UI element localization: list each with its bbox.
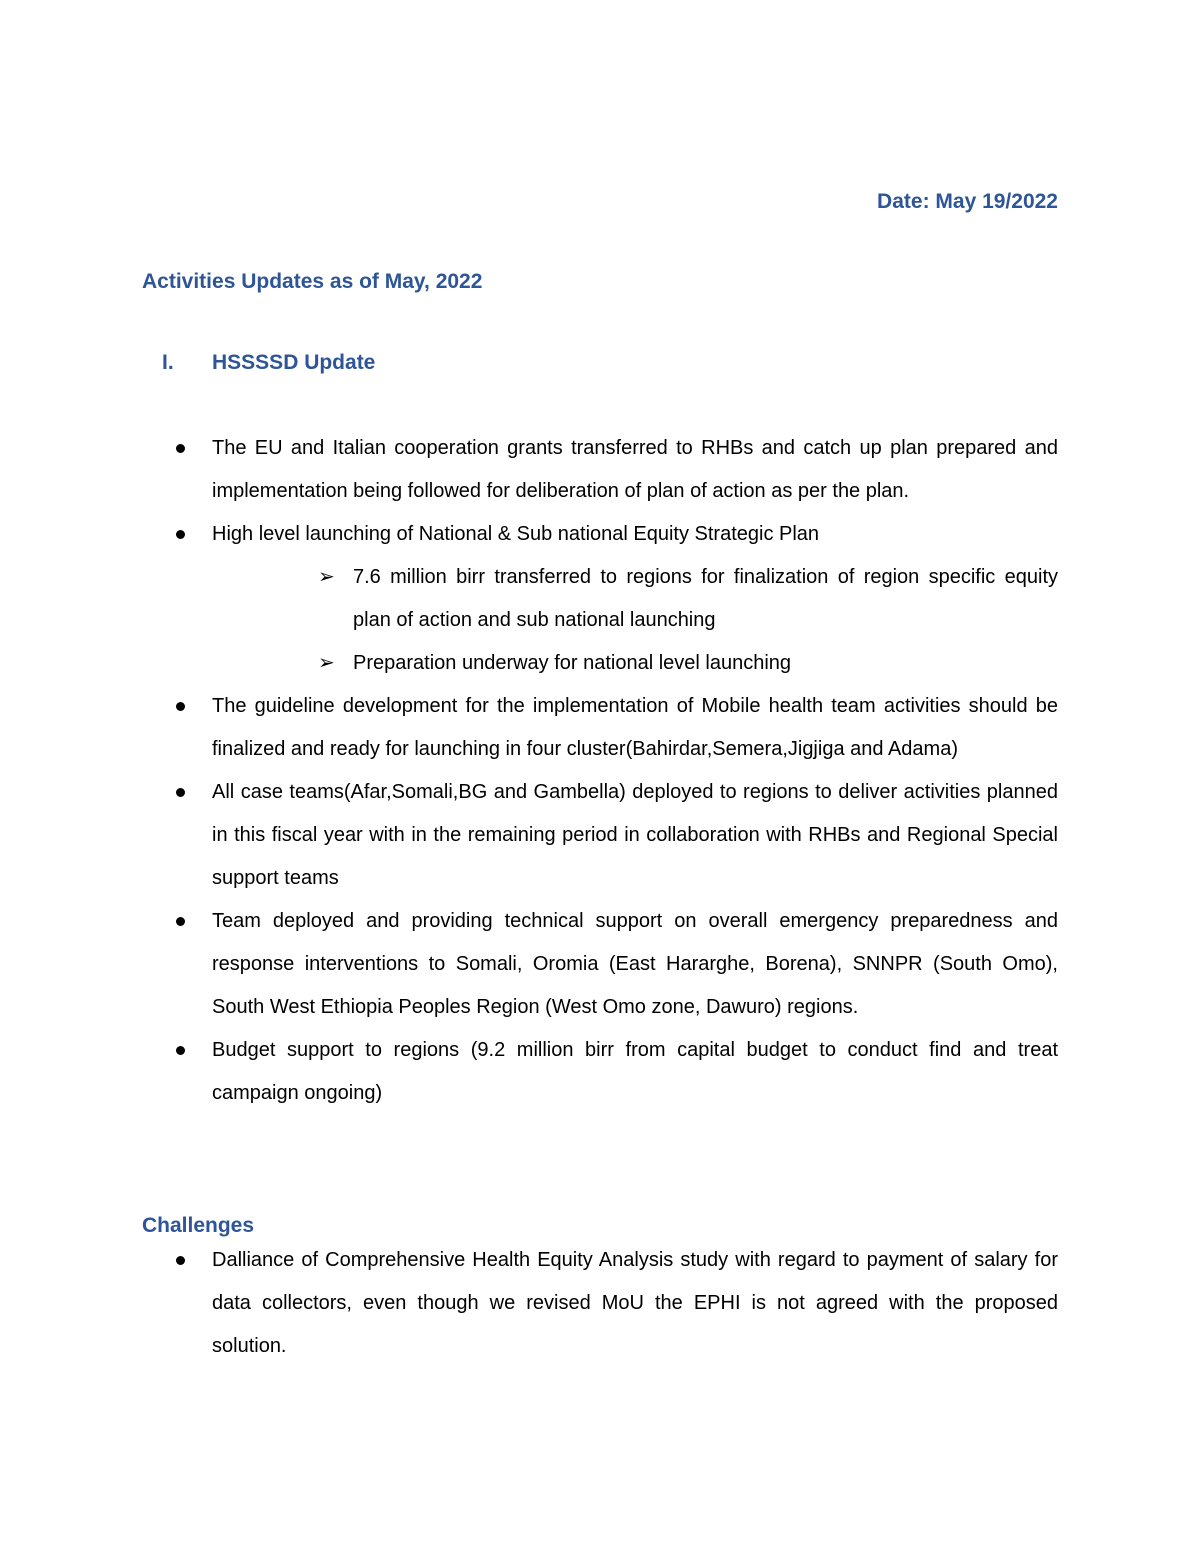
list-item <box>0 685 1200 771</box>
list-item <box>0 1029 1200 1115</box>
bullet-icon <box>176 444 185 453</box>
document-title: Activities Updates as of May, 2022 <box>142 270 483 293</box>
arrow-bullet-icon: ➢ <box>318 652 335 674</box>
sub-list-item <box>0 556 1200 642</box>
bullet-icon <box>176 1256 185 1265</box>
list-item-text: The guideline development for the implementation of Mobile health team activities should be finalized and ready for launching in four cluster(Bahirdar,Semera,Jigjiga and Adama) <box>212 695 1058 760</box>
date-label: Date: May 19/2022 <box>877 190 1058 213</box>
bullet-icon <box>176 1046 185 1055</box>
list-item-text: Budget support to regions (9.2 million birr from capital budget to conduct find and treat campaign ongoing) <box>212 1039 1058 1104</box>
sub-list-item-text: 7.6 million birr transferred to regions for finalization of region specific equity plan of action and sub national launching <box>353 566 1058 631</box>
bullet-icon <box>176 788 185 797</box>
bullet-icon <box>176 530 185 539</box>
list-item <box>0 771 1200 900</box>
challenges-list <box>0 1239 1200 1368</box>
list-item-text: Team deployed and providing technical support on overall emergency preparedness and response interventions to Somali, Oromia (East Hararghe, Borena), SNNPR (South Omo), South West Ethiopia Peoples Region (West Omo zone, Dawuro) regions. <box>212 910 1058 1018</box>
list-item <box>0 1239 1200 1368</box>
list-item-text: All case teams(Afar,Somali,BG and Gambella) deployed to regions to deliver activities planned in this fiscal year with in the remaining period in collaboration with RHBs and Regional Special support teams <box>212 781 1058 889</box>
list-item <box>0 900 1200 1029</box>
section-heading <box>162 351 375 375</box>
list-item-text: Dalliance of Comprehensive Health Equity Analysis study with regard to payment of salary for data collectors, even though we revised MoU the EPHI is not agreed with the proposed solution. <box>212 1249 1058 1357</box>
list-item-text: The EU and Italian cooperation grants transferred to RHBs and catch up plan prepared and implementation being followed for deliberation of plan of action as per the plan. <box>212 437 1058 502</box>
challenges-heading: Challenges <box>142 1214 255 1237</box>
sub-list-item-text: Preparation underway for national level launching <box>353 652 792 674</box>
arrow-bullet-icon: ➢ <box>318 566 335 588</box>
list-item <box>0 513 1200 556</box>
section-number: I. <box>162 351 174 374</box>
list-item <box>0 427 1200 513</box>
list-item-text: High level launching of National & Sub national Equity Strategic Plan <box>212 523 820 545</box>
bullet-icon <box>176 917 185 926</box>
updates-list <box>0 427 1200 1115</box>
section-title: HSSSSD Update <box>212 351 376 374</box>
bullet-icon <box>176 702 185 711</box>
sub-list-item <box>0 642 1200 685</box>
